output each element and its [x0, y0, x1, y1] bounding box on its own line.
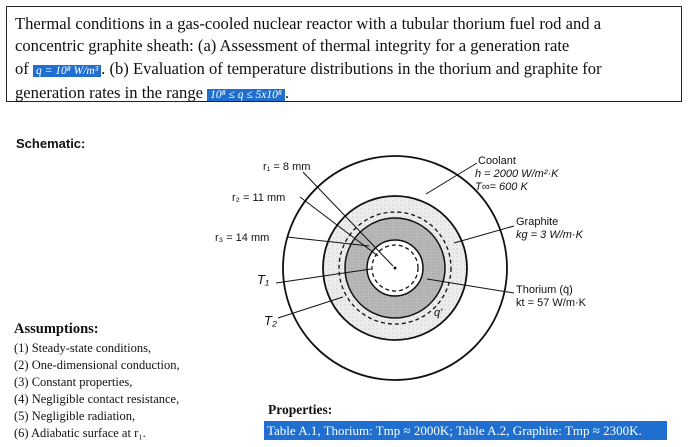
assumption-item: (1) Steady-state conditions, [14, 341, 152, 355]
assumption-item: (2) One-dimensional conduction, [14, 358, 180, 372]
properties-title: Properties: [268, 402, 333, 417]
problem-line-3-post: . (b) Evaluation of temperature distributions in the thorium and graphite for [101, 58, 602, 78]
assumption-item: (3) Constant properties, [14, 375, 133, 389]
problem-line-1: Thermal conditions in a gas-cooled nuclear reactor with a tubular thorium fuel rod and a [15, 14, 602, 33]
qdot-label: q' [434, 307, 443, 319]
thorium-k-label: kt = 57 W/m·K [516, 297, 586, 309]
graphite-k-label: kg = 3 W/m·K [516, 229, 583, 241]
assumptions-title: Assumptions: [14, 321, 99, 337]
generation-range-equation: 10⁸ ≤ q ≤ 5x10⁸ [207, 89, 285, 101]
T2-label: T₂ [264, 313, 277, 328]
assumption-item: (5) Negligible radiation, [14, 409, 136, 423]
generation-rate-equation: q = 10⁸ W/m³ [33, 65, 101, 77]
center-point [394, 267, 397, 270]
properties-text: Table A.1, Thorium: Tmp ≈ 2000K; Table A.2, Graphite: Tmp ≈ 2300K. [264, 421, 667, 440]
problem-line-3-pre: of [15, 58, 29, 78]
coolant-h-label: h = 2000 W/m²·K [475, 168, 559, 180]
problem-line-4-post: . [284, 83, 290, 103]
coolant-T-label: T∞= 600 K [475, 181, 528, 193]
assumption-item: (4) Negligible contact resistance, [14, 392, 180, 406]
T1-label: T₁ [257, 272, 270, 287]
problem-line-2: concentric graphite sheath: (a) Assessment of thermal integrity for a generation rate [15, 36, 570, 56]
r3-label: r₃ = 14 mm [215, 232, 270, 244]
coolant-label: Coolant [478, 155, 516, 167]
problem-line-4-pre: generation rates in the range [15, 83, 203, 103]
graphite-label: Graphite [516, 216, 559, 228]
assumption-item: (6) Adiabatic surface at r₁. [14, 426, 146, 440]
schematic-title: Schematic: [16, 136, 86, 151]
thorium-label: Thorium (q̇) [516, 284, 573, 296]
assumptions-list [14, 340, 210, 442]
r2-label: r₂ = 11 mm [232, 192, 286, 204]
r1-label: r₁ = 8 mm [263, 161, 311, 173]
